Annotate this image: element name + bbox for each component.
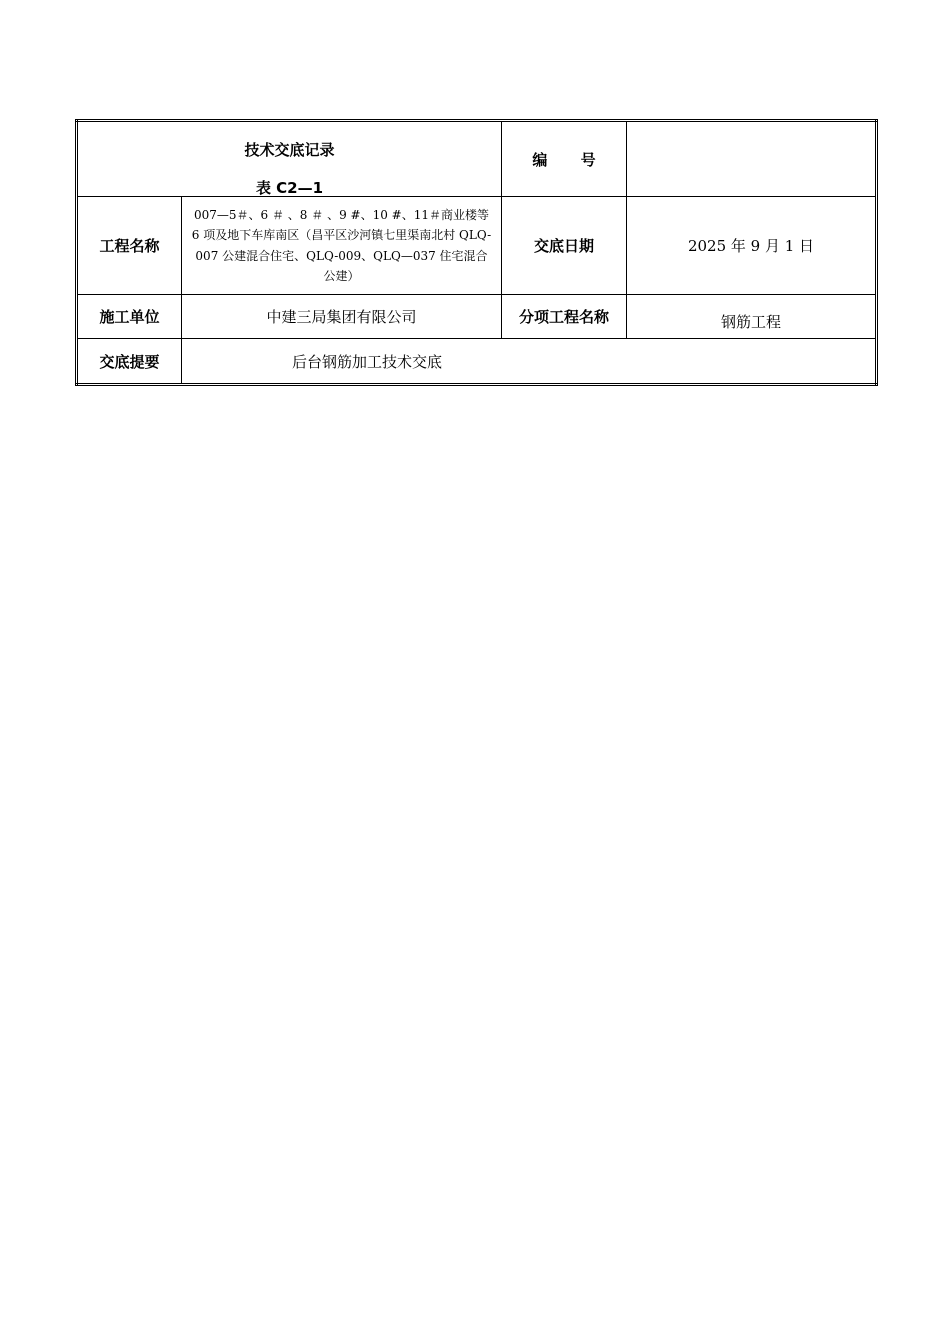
project-row [77,197,877,295]
summary-row [77,339,877,385]
document-title: 技术交底记录 [244,141,335,159]
project-name-label: 工程名称 [77,197,182,295]
summary-label: 交底提要 [77,339,182,385]
construction-unit-value: 中建三局集团有限公司 [182,295,502,339]
date-label: 交底日期 [502,197,627,295]
number-value [627,121,877,197]
form-code: 表 C2—1 [255,179,324,197]
unit-row [77,295,877,339]
technical-disclosure-table [75,119,878,386]
project-name-value: 007—5＃、6 ＃ 、8 ＃ 、9 #、10 #、11＃商业楼等 6 项及地下车库南区（昌平区沙河镇七里渠南北村 QLQ-007 公建混合住宅、QLQ-009、QLQ—037 住宅混合公建） [182,197,502,295]
subitem-value: 钢筋工程 [627,295,877,339]
title-cell [77,121,502,197]
header-row [77,121,877,197]
date-value: 2025 年 9 月 1 日 [627,197,877,295]
summary-value: 后台钢筋加工技术交底 [182,339,877,385]
number-label: 编 号 [502,121,627,197]
construction-unit-label: 施工单位 [77,295,182,339]
subitem-label: 分项工程名称 [502,295,627,339]
